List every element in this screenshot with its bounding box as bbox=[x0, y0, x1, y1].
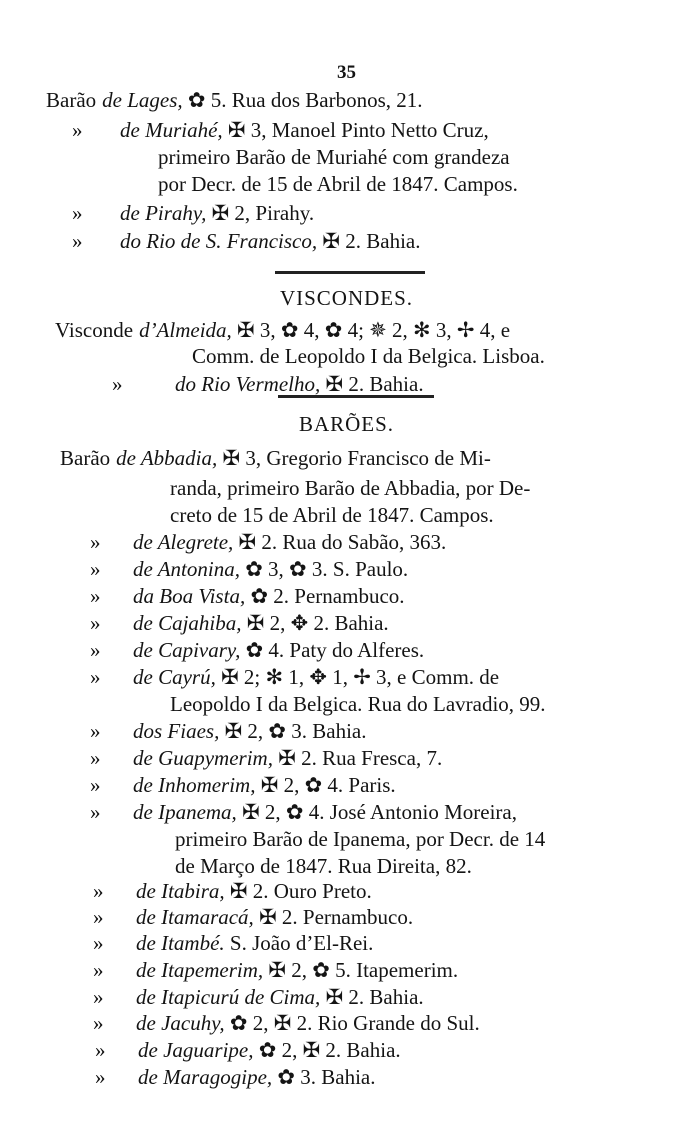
entry-text: ✠ 2. Bahia. bbox=[320, 985, 424, 1009]
continuation-line bbox=[170, 502, 494, 528]
entry-text: primeiro Barão de Muriahé com grandeza bbox=[158, 145, 510, 169]
title-name: de Cayrú, bbox=[133, 665, 216, 689]
entry-prefix: » bbox=[95, 1038, 106, 1062]
entry-prefix: Barão bbox=[46, 88, 97, 112]
title-name: da Boa Vista, bbox=[133, 584, 246, 608]
entry-text: ✿ 5. Rua dos Barbonos, 21. bbox=[182, 88, 423, 112]
entry-prefix: » bbox=[93, 958, 104, 982]
title-name: dos Fiaes, bbox=[133, 719, 220, 743]
entry-text: Comm. de Leopoldo I da Belgica. Lisboa. bbox=[192, 344, 545, 368]
continuation-line bbox=[170, 475, 530, 501]
entry-line bbox=[93, 878, 372, 904]
entry-prefix: » bbox=[72, 229, 83, 253]
entry-text: ✠ 2. Bahia. bbox=[320, 372, 424, 396]
entry-text: por Decr. de 15 de Abril de 1847. Campos. bbox=[158, 172, 518, 196]
entry-prefix: » bbox=[90, 530, 101, 554]
entry-line bbox=[90, 556, 408, 582]
entry-prefix: » bbox=[93, 985, 104, 1009]
title-name: de Itamaracá, bbox=[136, 905, 254, 929]
title-name: do Rio de S. Francisco, bbox=[120, 229, 318, 253]
entry-text: ✠ 2. Pernambuco. bbox=[253, 905, 414, 929]
title-name: de Jacuhy, bbox=[136, 1011, 225, 1035]
entry-line bbox=[90, 664, 499, 690]
title-name: de Itabira, bbox=[136, 879, 225, 903]
entry-line bbox=[95, 1064, 376, 1090]
entry-text: ✿ 3. Bahia. bbox=[272, 1065, 376, 1089]
title-name: d’Almeida, bbox=[139, 318, 232, 342]
title-name: de Jaguaripe, bbox=[138, 1038, 254, 1062]
entry-line bbox=[93, 930, 373, 956]
entry-prefix: » bbox=[90, 584, 101, 608]
entry-prefix: » bbox=[93, 905, 104, 929]
title-name: de Capivary, bbox=[133, 638, 241, 662]
entry-prefix: » bbox=[90, 611, 101, 635]
entry-prefix: Visconde bbox=[55, 318, 134, 342]
continuation-line bbox=[175, 853, 472, 879]
entry-line bbox=[90, 772, 396, 798]
title-name: de Antonina, bbox=[133, 557, 240, 581]
entry-line bbox=[112, 371, 424, 397]
entry-prefix: » bbox=[112, 372, 123, 396]
entry-line bbox=[90, 583, 405, 609]
entry-text: ✠ 2. Rua do Sabão, 363. bbox=[233, 530, 447, 554]
entry-line bbox=[90, 637, 424, 663]
entry-text: de Março de 1847. Rua Direita, 82. bbox=[175, 854, 472, 878]
continuation-line bbox=[192, 343, 545, 369]
continuation-line bbox=[158, 171, 518, 197]
entry-text: ✿ 3, ✿ 3. S. Paulo. bbox=[239, 557, 409, 581]
entry-text: ✠ 2, ✥ 2. Bahia. bbox=[241, 611, 389, 635]
entry-line bbox=[46, 87, 423, 113]
title-name: de Abbadia, bbox=[116, 446, 218, 470]
entry-text: ✠ 2, ✿ 4. Paris. bbox=[255, 773, 396, 797]
entry-line bbox=[90, 718, 367, 744]
title-name: de Itapicurú de Cima, bbox=[136, 985, 321, 1009]
entry-text: S. João d’El-Rei. bbox=[224, 931, 374, 955]
entry-prefix: » bbox=[90, 746, 101, 770]
entry-text: randa, primeiro Barão de Abbadia, por De- bbox=[170, 476, 531, 500]
entry-line bbox=[72, 117, 489, 143]
entry-line bbox=[95, 1037, 401, 1063]
title-name: de Ipanema, bbox=[133, 800, 237, 824]
entry-prefix: » bbox=[93, 1011, 104, 1035]
entry-line bbox=[72, 228, 420, 254]
title-name: de Maragogipe, bbox=[138, 1065, 273, 1089]
entry-text: Leopoldo I da Belgica. Rua do Lavradio, 99. bbox=[170, 692, 546, 716]
entry-text: ✿ 4. Paty do Alferes. bbox=[240, 638, 425, 662]
continuation-line bbox=[175, 826, 545, 852]
title-name: de Itapemerim, bbox=[136, 958, 264, 982]
heading-baroes: BARÕES. bbox=[298, 412, 395, 436]
entry-line bbox=[90, 610, 389, 636]
entry-line bbox=[55, 317, 510, 343]
entry-prefix: » bbox=[90, 557, 101, 581]
entry-text: ✠ 2, Pirahy. bbox=[206, 201, 315, 225]
entry-text: ✠ 3, Gregorio Francisco de Mi- bbox=[217, 446, 491, 470]
entry-prefix: » bbox=[72, 201, 83, 225]
entry-line bbox=[90, 529, 446, 555]
heading-viscondes: VISCONDES. bbox=[279, 286, 414, 310]
page-number: 35 bbox=[337, 62, 356, 83]
entry-prefix: » bbox=[93, 879, 104, 903]
entry-text: ✠ 2, ✿ 4. José Antonio Moreira, bbox=[236, 800, 517, 824]
entry-line bbox=[90, 799, 517, 825]
entry-prefix: » bbox=[90, 638, 101, 662]
entry-text: ✠ 2. Bahia. bbox=[317, 229, 421, 253]
title-name: de Guapymerim, bbox=[133, 746, 273, 770]
entry-prefix: » bbox=[72, 118, 83, 142]
title-name: de Lages, bbox=[102, 88, 183, 112]
entry-text: ✿ 2. Pernambuco. bbox=[245, 584, 405, 608]
entry-line bbox=[93, 904, 413, 930]
entry-prefix: » bbox=[90, 665, 101, 689]
entry-text: primeiro Barão de Ipanema, por Decr. de 14 bbox=[175, 827, 546, 851]
entry-text: ✿ 2, ✠ 2. Bahia. bbox=[253, 1038, 401, 1062]
entry-line bbox=[72, 200, 314, 226]
entry-text: ✠ 2. Ouro Preto. bbox=[224, 879, 372, 903]
title-name: do Rio Vermelho, bbox=[175, 372, 321, 396]
entry-prefix: » bbox=[90, 800, 101, 824]
entry-prefix: » bbox=[90, 773, 101, 797]
title-name: de Itambé. bbox=[136, 931, 225, 955]
title-name: de Pirahy, bbox=[120, 201, 207, 225]
entry-line bbox=[93, 1010, 480, 1036]
entry-line bbox=[60, 445, 491, 471]
section-divider bbox=[275, 271, 425, 274]
entry-line bbox=[93, 984, 424, 1010]
title-name: de Muriahé, bbox=[120, 118, 223, 142]
entry-text: ✠ 2; ✻ 1, ✥ 1, ✢ 3, e Comm. de bbox=[215, 665, 500, 689]
entry-prefix: Barão bbox=[60, 446, 111, 470]
entry-text: ✠ 2, ✿ 5. Itapemerim. bbox=[263, 958, 459, 982]
continuation-line bbox=[158, 144, 510, 170]
entry-text: ✠ 2. Rua Fresca, 7. bbox=[272, 746, 443, 770]
entry-line bbox=[90, 745, 442, 771]
entry-text: ✠ 2, ✿ 3. Bahia. bbox=[219, 719, 367, 743]
entry-text: creto de 15 de Abril de 1847. Campos. bbox=[170, 503, 494, 527]
entry-prefix: » bbox=[93, 931, 104, 955]
title-name: de Cajahiba, bbox=[133, 611, 242, 635]
entry-text: ✠ 3, ✿ 4, ✿ 4; ✵ 2, ✻ 3, ✢ 4, e bbox=[231, 318, 511, 342]
entry-prefix: » bbox=[95, 1065, 106, 1089]
title-name: de Inhomerim, bbox=[133, 773, 256, 797]
entry-prefix: » bbox=[90, 719, 101, 743]
continuation-line bbox=[170, 691, 546, 717]
title-name: de Alegrete, bbox=[133, 530, 234, 554]
entry-line bbox=[93, 957, 458, 983]
entry-text: ✠ 3, Manoel Pinto Netto Cruz, bbox=[222, 118, 489, 142]
entry-text: ✿ 2, ✠ 2. Rio Grande do Sul. bbox=[224, 1011, 480, 1035]
